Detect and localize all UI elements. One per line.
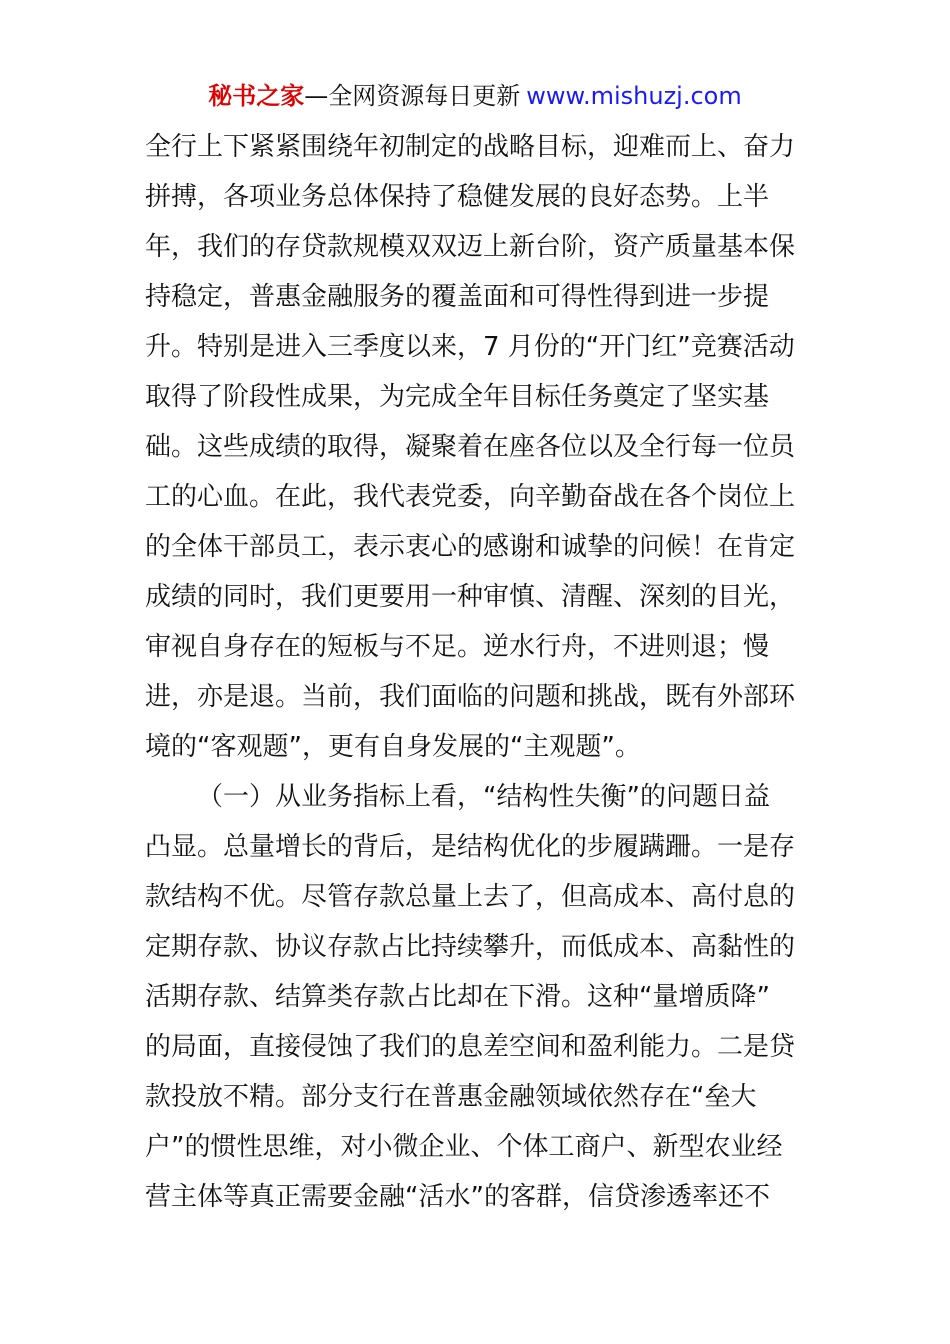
body-line: 的局面，直接侵蚀了我们的息差空间和盈利能力。二是贷: [145, 1032, 796, 1062]
brand-name: 秘书之家: [208, 82, 305, 110]
body-line: 的全体干部员工，表示衷心的感谢和诚挚的问候！在肯定: [145, 532, 796, 562]
body-line: 凸显。总量增长的背后，是结构优化的步履蹒跚。一是存: [145, 832, 796, 862]
body-line: 款投放不精。部分支行在普惠金融领域依然存在“垒大: [145, 1082, 757, 1112]
site-url-link[interactable]: www.mishuzj.com: [526, 82, 742, 110]
body-line: 款结构不优。尽管存款总量上去了，但高成本、高付息的: [145, 882, 796, 912]
body-line: 全行上下紧紧围绕年初制定的战略目标，迎难而上、奋力: [145, 132, 796, 162]
body-line: 营主体等真正需要金融“活水”的客群，信贷渗透率还不: [145, 1182, 770, 1212]
body-line: 础。这些成绩的取得，凝聚着在座各位以及全行每一位员: [145, 432, 796, 462]
body-line: 升。特别是进入三季度以来，7 月份的“开门红”竞赛活动: [145, 332, 795, 362]
body-line: 拼搏，各项业务总体保持了稳健发展的良好态势。上半: [145, 182, 770, 212]
body-line: 工的心血。在此，我代表党委，向辛勤奋战在各个岗位上: [145, 482, 796, 512]
section-heading-line: （一）从业务指标上看，“结构性失衡”的问题日益: [197, 782, 770, 812]
body-line: 进，亦是退。当前，我们面临的问题和挑战，既有外部环: [145, 682, 796, 712]
body-line: 境的“客观题”，更有自身发展的“主观题”。: [145, 732, 641, 762]
body-line: 定期存款、协议存款占比持续攀升，而低成本、高黏性的: [145, 932, 796, 962]
body-line: 取得了阶段性成果，为完成全年目标任务奠定了坚实基: [145, 382, 770, 412]
document-body: [145, 122, 815, 1222]
site-header: [0, 80, 950, 112]
body-line: 年，我们的存贷款规模双双迈上新台阶，资产质量基本保: [145, 232, 796, 262]
body-line: 户”的惯性思维，对小微企业、个体工商户、新型农业经: [145, 1132, 783, 1162]
body-line: 持稳定，普惠金融服务的覆盖面和可得性得到进一步提: [145, 282, 770, 312]
body-line: 活期存款、结算类存款占比却在下滑。这种“量增质降”: [145, 982, 770, 1012]
body-line: 成绩的同时，我们更要用一种审慎、清醒、深刻的目光，: [145, 582, 796, 612]
header-tagline: —全网资源每日更新: [304, 82, 521, 110]
body-line: 审视自身存在的短板与不足。逆水行舟，不进则退；慢: [145, 632, 770, 662]
